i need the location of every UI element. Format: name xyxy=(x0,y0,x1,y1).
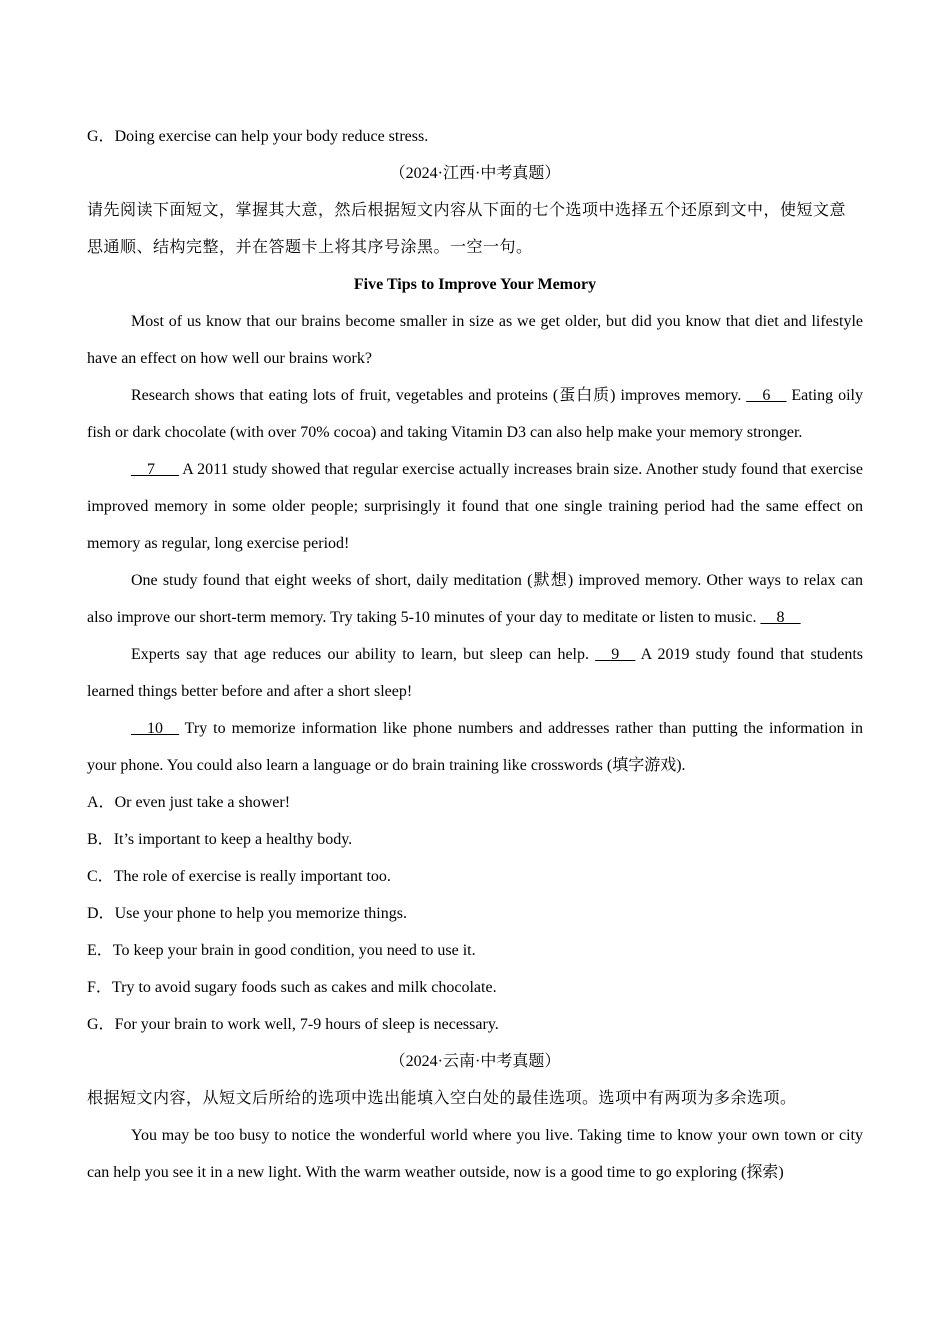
paragraph-2-before: Research shows that eating lots of fruit, vegetables and proteins (蛋白质) improves memory. xyxy=(131,387,747,404)
section2-paragraph-1: You may be too busy to notice the wonderful world where you live. Taking time to know your own town or city can help you see it in a new light. With the warm weather outside, now is a good time to go exploring (探索) xyxy=(87,1127,863,1181)
blank-7: __7___ xyxy=(131,461,179,478)
section2-source: （2024·云南·中考真题） xyxy=(389,1053,561,1070)
option-text: To keep your brain in good condition, you need to use it. xyxy=(112,942,476,959)
option-d xyxy=(87,895,863,932)
option-letter: A． xyxy=(87,794,115,811)
passage-title: Five Tips to Improve Your Memory xyxy=(353,276,597,293)
section1-instruction-line1: 请先阅读下面短文，掌握其大意，然后根据短文内容从下面的七个选项中选择五个还原到文中，使短文意 xyxy=(87,202,847,219)
option-text: It’s important to keep a healthy body. xyxy=(113,831,353,848)
blank-8: __8__ xyxy=(760,609,801,626)
paragraph-1: Most of us know that our brains become smaller in size as we get older, but did you know that diet and lifestyle have an effect on how well our brains work? xyxy=(87,313,863,367)
paragraph-4-before: One study found that eight weeks of short, daily meditation (默想) improved memory. Other ways to relax can also improve our short-term memory. Try taking 5-10 minutes of your day to meditate or listen to music. xyxy=(87,572,863,626)
option-letter: E． xyxy=(87,942,113,959)
paragraph-3 xyxy=(87,451,863,562)
option-text: Or even just take a shower! xyxy=(114,794,291,811)
option-text: The role of exercise is really important too. xyxy=(113,868,391,885)
option-letter: D． xyxy=(87,905,115,922)
option-a xyxy=(87,784,863,821)
paragraph-3-after: A 2011 study showed that regular exercise actually increases brain size. Another study found that exercise improved memory in some older people; surprisingly it found that one single training period had the same effect on memory as regular, long exercise period! xyxy=(87,461,863,552)
option-letter: F． xyxy=(87,979,112,996)
blank-9: __9__ xyxy=(595,646,636,663)
option-letter: B． xyxy=(87,831,114,848)
paragraph-6-after: Try to memorize information like phone numbers and addresses rather than putting the information in your phone. You could also learn a language or do brain training like crosswords (填字游戏). xyxy=(87,720,863,774)
option-letter: G． xyxy=(87,1016,115,1033)
option-e xyxy=(87,932,863,969)
prev-option-g xyxy=(87,118,863,155)
section1-instruction-line2: 思通顺、结构完整，并在答题卡上将其序号涂黑。一空一句。 xyxy=(87,239,533,256)
document-page xyxy=(87,118,863,1191)
option-f xyxy=(87,969,863,1006)
paragraph-5 xyxy=(87,636,863,710)
option-text: Doing exercise can help your body reduce stress. xyxy=(114,128,429,145)
section2-instruction: 根据短文内容，从短文后所给的选项中选出能填入空白处的最佳选项。选项中有两项为多余选项。 xyxy=(87,1090,797,1107)
paragraph-5-before: Experts say that age reduces our ability to learn, but sleep can help. xyxy=(131,646,596,663)
paragraph-2 xyxy=(87,377,863,451)
option-c xyxy=(87,858,863,895)
blank-6: __6__ xyxy=(746,387,787,404)
option-text: Use your phone to help you memorize things. xyxy=(114,905,407,922)
option-b xyxy=(87,821,863,858)
paragraph-2-after: Eating oily fish or dark chocolate (with over 70% cocoa) and taking Vitamin D3 can also help make your memory stronger. xyxy=(87,387,863,441)
paragraph-5-after: A 2019 study found that students learned things better before and after a short sleep! xyxy=(87,646,863,700)
option-g xyxy=(87,1006,863,1043)
option-letter: C． xyxy=(87,868,114,885)
paragraph-6 xyxy=(87,710,863,784)
option-text: For your brain to work well, 7-9 hours of sleep is necessary. xyxy=(114,1016,499,1033)
option-letter: G． xyxy=(87,128,115,145)
blank-10: __10__ xyxy=(131,720,179,737)
section1-source: （2024·江西·中考真题） xyxy=(389,165,561,182)
option-text: Try to avoid sugary foods such as cakes and milk chocolate. xyxy=(111,979,497,996)
paragraph-4 xyxy=(87,562,863,636)
